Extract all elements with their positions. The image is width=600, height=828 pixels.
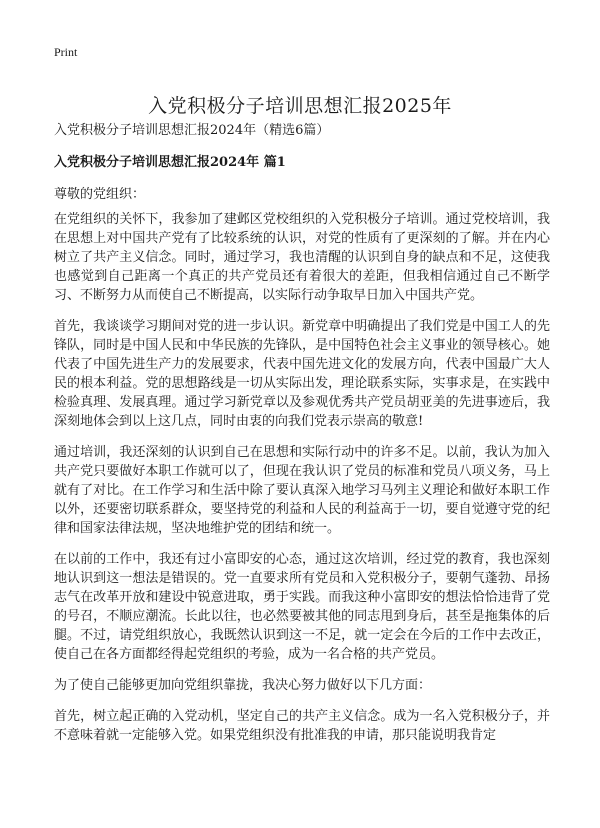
paragraph: 在以前的工作中，我还有过小富即安的心态，通过这次培训，经过党的教育，我也深刻地认识到这一想法是错误的。党一直要求所有党员和入党积极分子，要朝气蓬勃、昂扬志气在改革开放和建设中锐意进取，勇于实践。而我这种小富即安的想法恰恰违背了党的号召，不顺应潮流。长此以往，也必然要被其他的同志甩到身后，甚至是拖集体的后腿。不过，请党组织放心，我既然认识到这一不足，就一定会在今后的工作中去改正，使自己在各方面都经得起党组织的考验，成为一名合格的共产党员。 [54,552,550,662]
document-body [54,210,550,757]
salutation: 尊敬的党组织： [54,187,146,202]
paragraph: 首先，我谈谈学习期间对党的进一步认识。新党章中明确提出了我们党是中国工人的先锋队，同时是中国人民和中华民族的先锋队，是中国特色社会主义事业的领导核心。她代表了中国先进生产力的发展要求，代表中国先进文化的发展方向，代表中国最广大人民的根本利益。党的思想路线是一切从实际出发，理论联系实际，实事求是，在实践中检验真理、发展真理。通过学习新党章以及参观优秀共产党员胡亚美的先进事迹后，我深刻地体会到以上这几点，同时由衷的向我们党表示崇高的敬意! [54,319,550,429]
section-heading: 入党积极分子培训思想汇报2024年 篇1 [54,155,286,170]
print-label: Print [54,45,78,59]
paragraph: 在党组织的关怀下，我参加了建邺区党校组织的入党积极分子培训。通过党校培训，我在思想上对中国共产党有了比较系统的认识，对党的性质有了更深刻的了解。并在内心树立了共产主义信念。同时，通过学习，我也清醒的认识到自身的缺点和不足，这使我也感觉到自己距离一个真正的共产党员还有着很大的差距，但我相信通过自己不断学习、不断努力从而使自己不断提高，以实际行动争取早日加入中国共产党。 [54,212,550,303]
document-title: 入党积极分子培训思想汇报2025年 [148,94,452,117]
paragraph: 为了使自己能够更加向党组织靠拢，我决心努力做好以下几方面： [54,678,432,693]
paragraph: 首先，树立起正确的入党动机，坚定自己的共产主义信念。成为一名入党积极分子，并不意味着就一定能够入党。如果党组织没有批准我的申请，那只能说明我肯定 [54,709,550,743]
document-subtitle: 入党积极分子培训思想汇报2024年（精选6篇） [54,123,330,138]
paragraph: 通过培训，我还深刻的认识到自己在思想和实际行动中的许多不足。以前，我认为加入共产党只要做好本职工作就可以了，但现在我认识了党员的标准和党员八项义务，马上就有了对比。在工作学习和生活中除了要认真深入地学习马列主义理论和做好本职工作以外，还要密切联系群众，要坚持党的利益和人民的利益高于一切，要自觉遵守党的纪律和国家法律法规，坚决地维护党的团结和统一。 [54,445,550,536]
